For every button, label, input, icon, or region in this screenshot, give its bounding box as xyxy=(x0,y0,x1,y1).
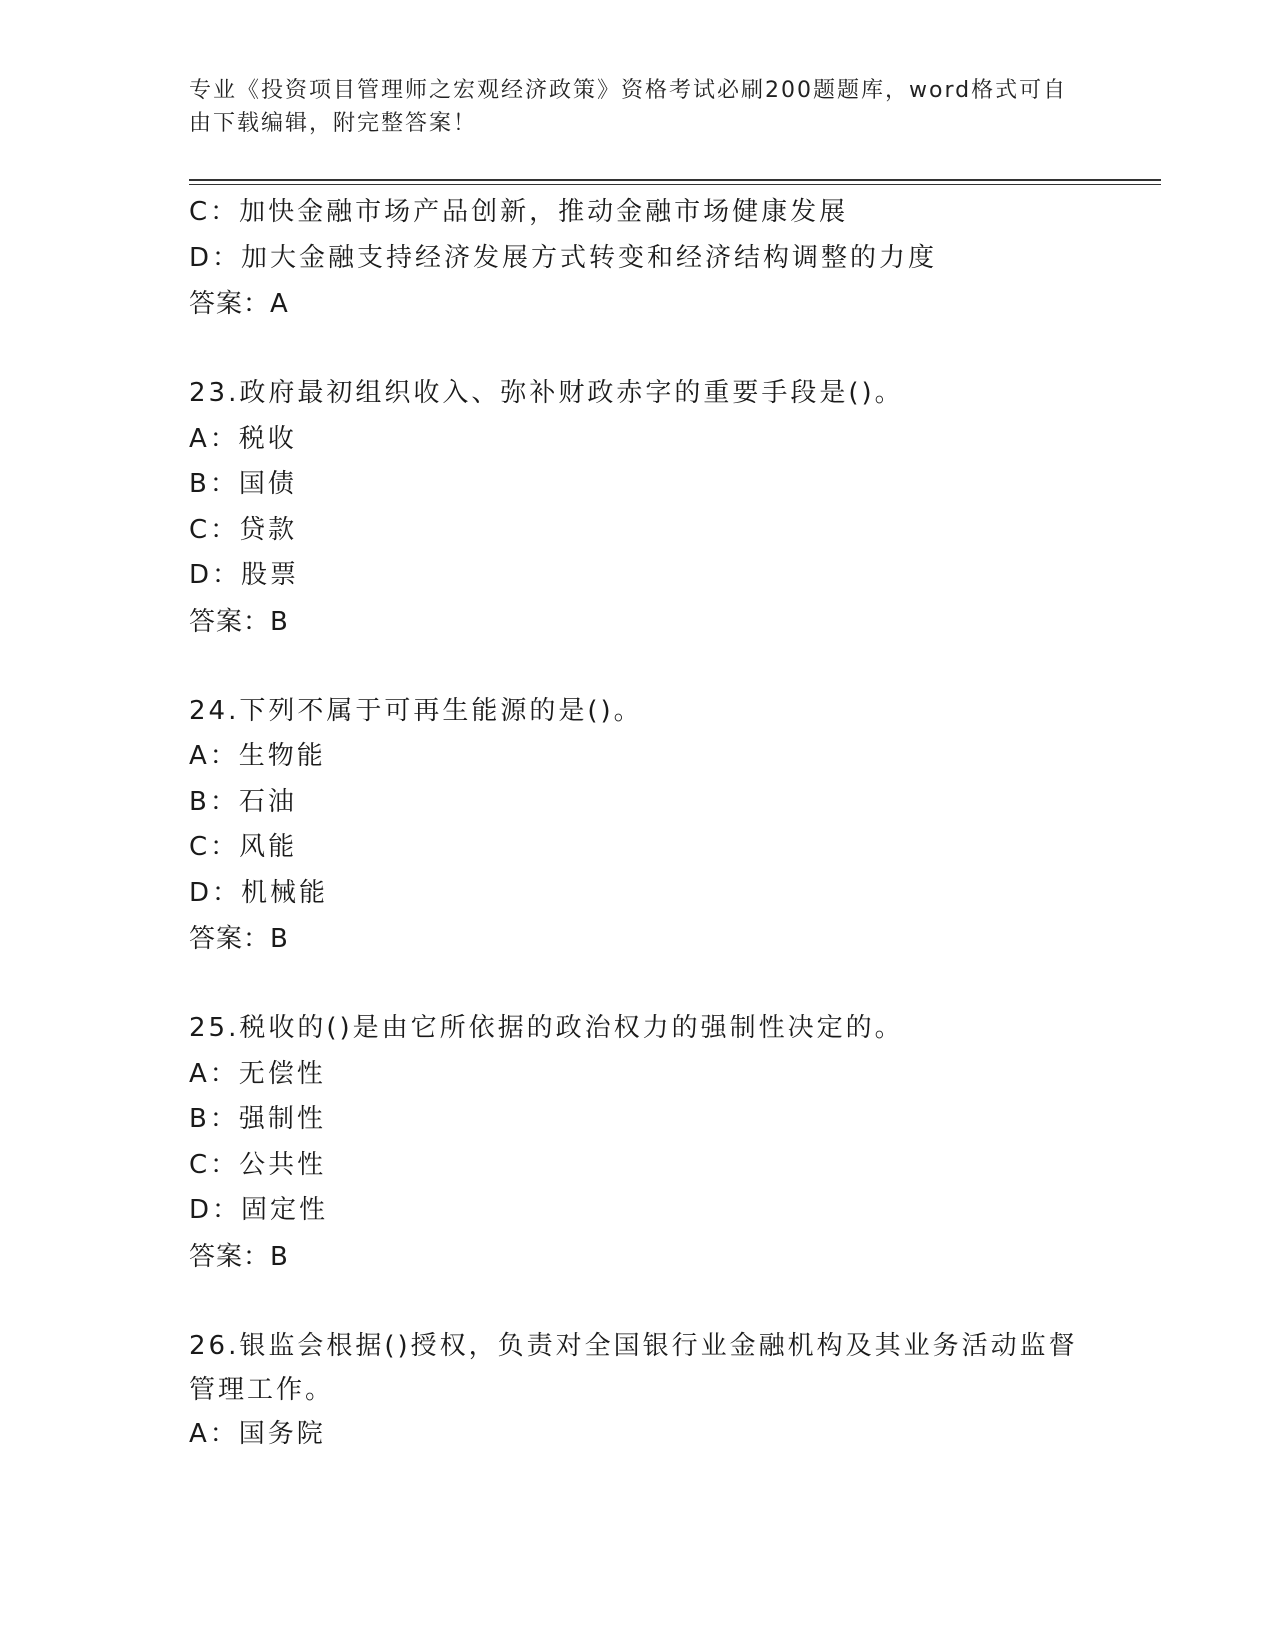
header-divider-thin xyxy=(189,184,1161,185)
question-23-option-a: A：税收 xyxy=(189,423,297,454)
header-divider-thick xyxy=(189,179,1161,181)
question-25-answer: 答案：B xyxy=(189,1241,289,1272)
answer-line: 答案：A xyxy=(189,289,289,319)
question-25-option-a: A：无偿性 xyxy=(189,1058,326,1089)
option-c: C：加快金融市场产品创新，推动金融市场健康发展 xyxy=(189,197,849,227)
question-26-stem: 26.银监会根据()授权，负责对全国银行业金融机构及其业务活动监督管理工作。 xyxy=(189,1330,1078,1405)
question-23-option-b: B：国债 xyxy=(189,469,297,499)
question-26-option-a: A：国务院 xyxy=(189,1418,326,1449)
document-header: 专业《投资项目管理师之宏观经济政策》资格考试必刷200题题库，word格式可自由下载编辑，附完整答案！ xyxy=(189,78,1068,136)
question-25-option-d: D：固定性 xyxy=(189,1195,329,1225)
question-24-stem: 24.下列不属于可再生能源的是()。 xyxy=(189,695,643,726)
question-24-option-a: A：生物能 xyxy=(189,741,326,771)
option-d: D：加大金融支持经济发展方式转变和经济结构调整的力度 xyxy=(189,242,938,273)
question-24-option-c: C：风能 xyxy=(189,832,298,862)
question-24-option-d: D：机械能 xyxy=(189,877,329,908)
question-24-answer: 答案：B xyxy=(189,924,289,954)
question-24-option-b: B：石油 xyxy=(189,786,297,817)
question-23-option-d: D：股票 xyxy=(189,560,300,590)
question-23-answer: 答案：B xyxy=(189,606,289,637)
question-23-option-c: C：贷款 xyxy=(189,514,298,545)
question-23-stem: 23.政府最初组织收入、弥补财政赤字的重要手段是()。 xyxy=(189,378,904,408)
question-25-option-b: B：强制性 xyxy=(189,1104,326,1134)
question-content xyxy=(189,190,1089,1457)
question-25-stem: 25.税收的()是由它所依据的政治权力的强制性决定的。 xyxy=(189,1013,904,1043)
question-25-option-c: C：公共性 xyxy=(189,1149,327,1180)
